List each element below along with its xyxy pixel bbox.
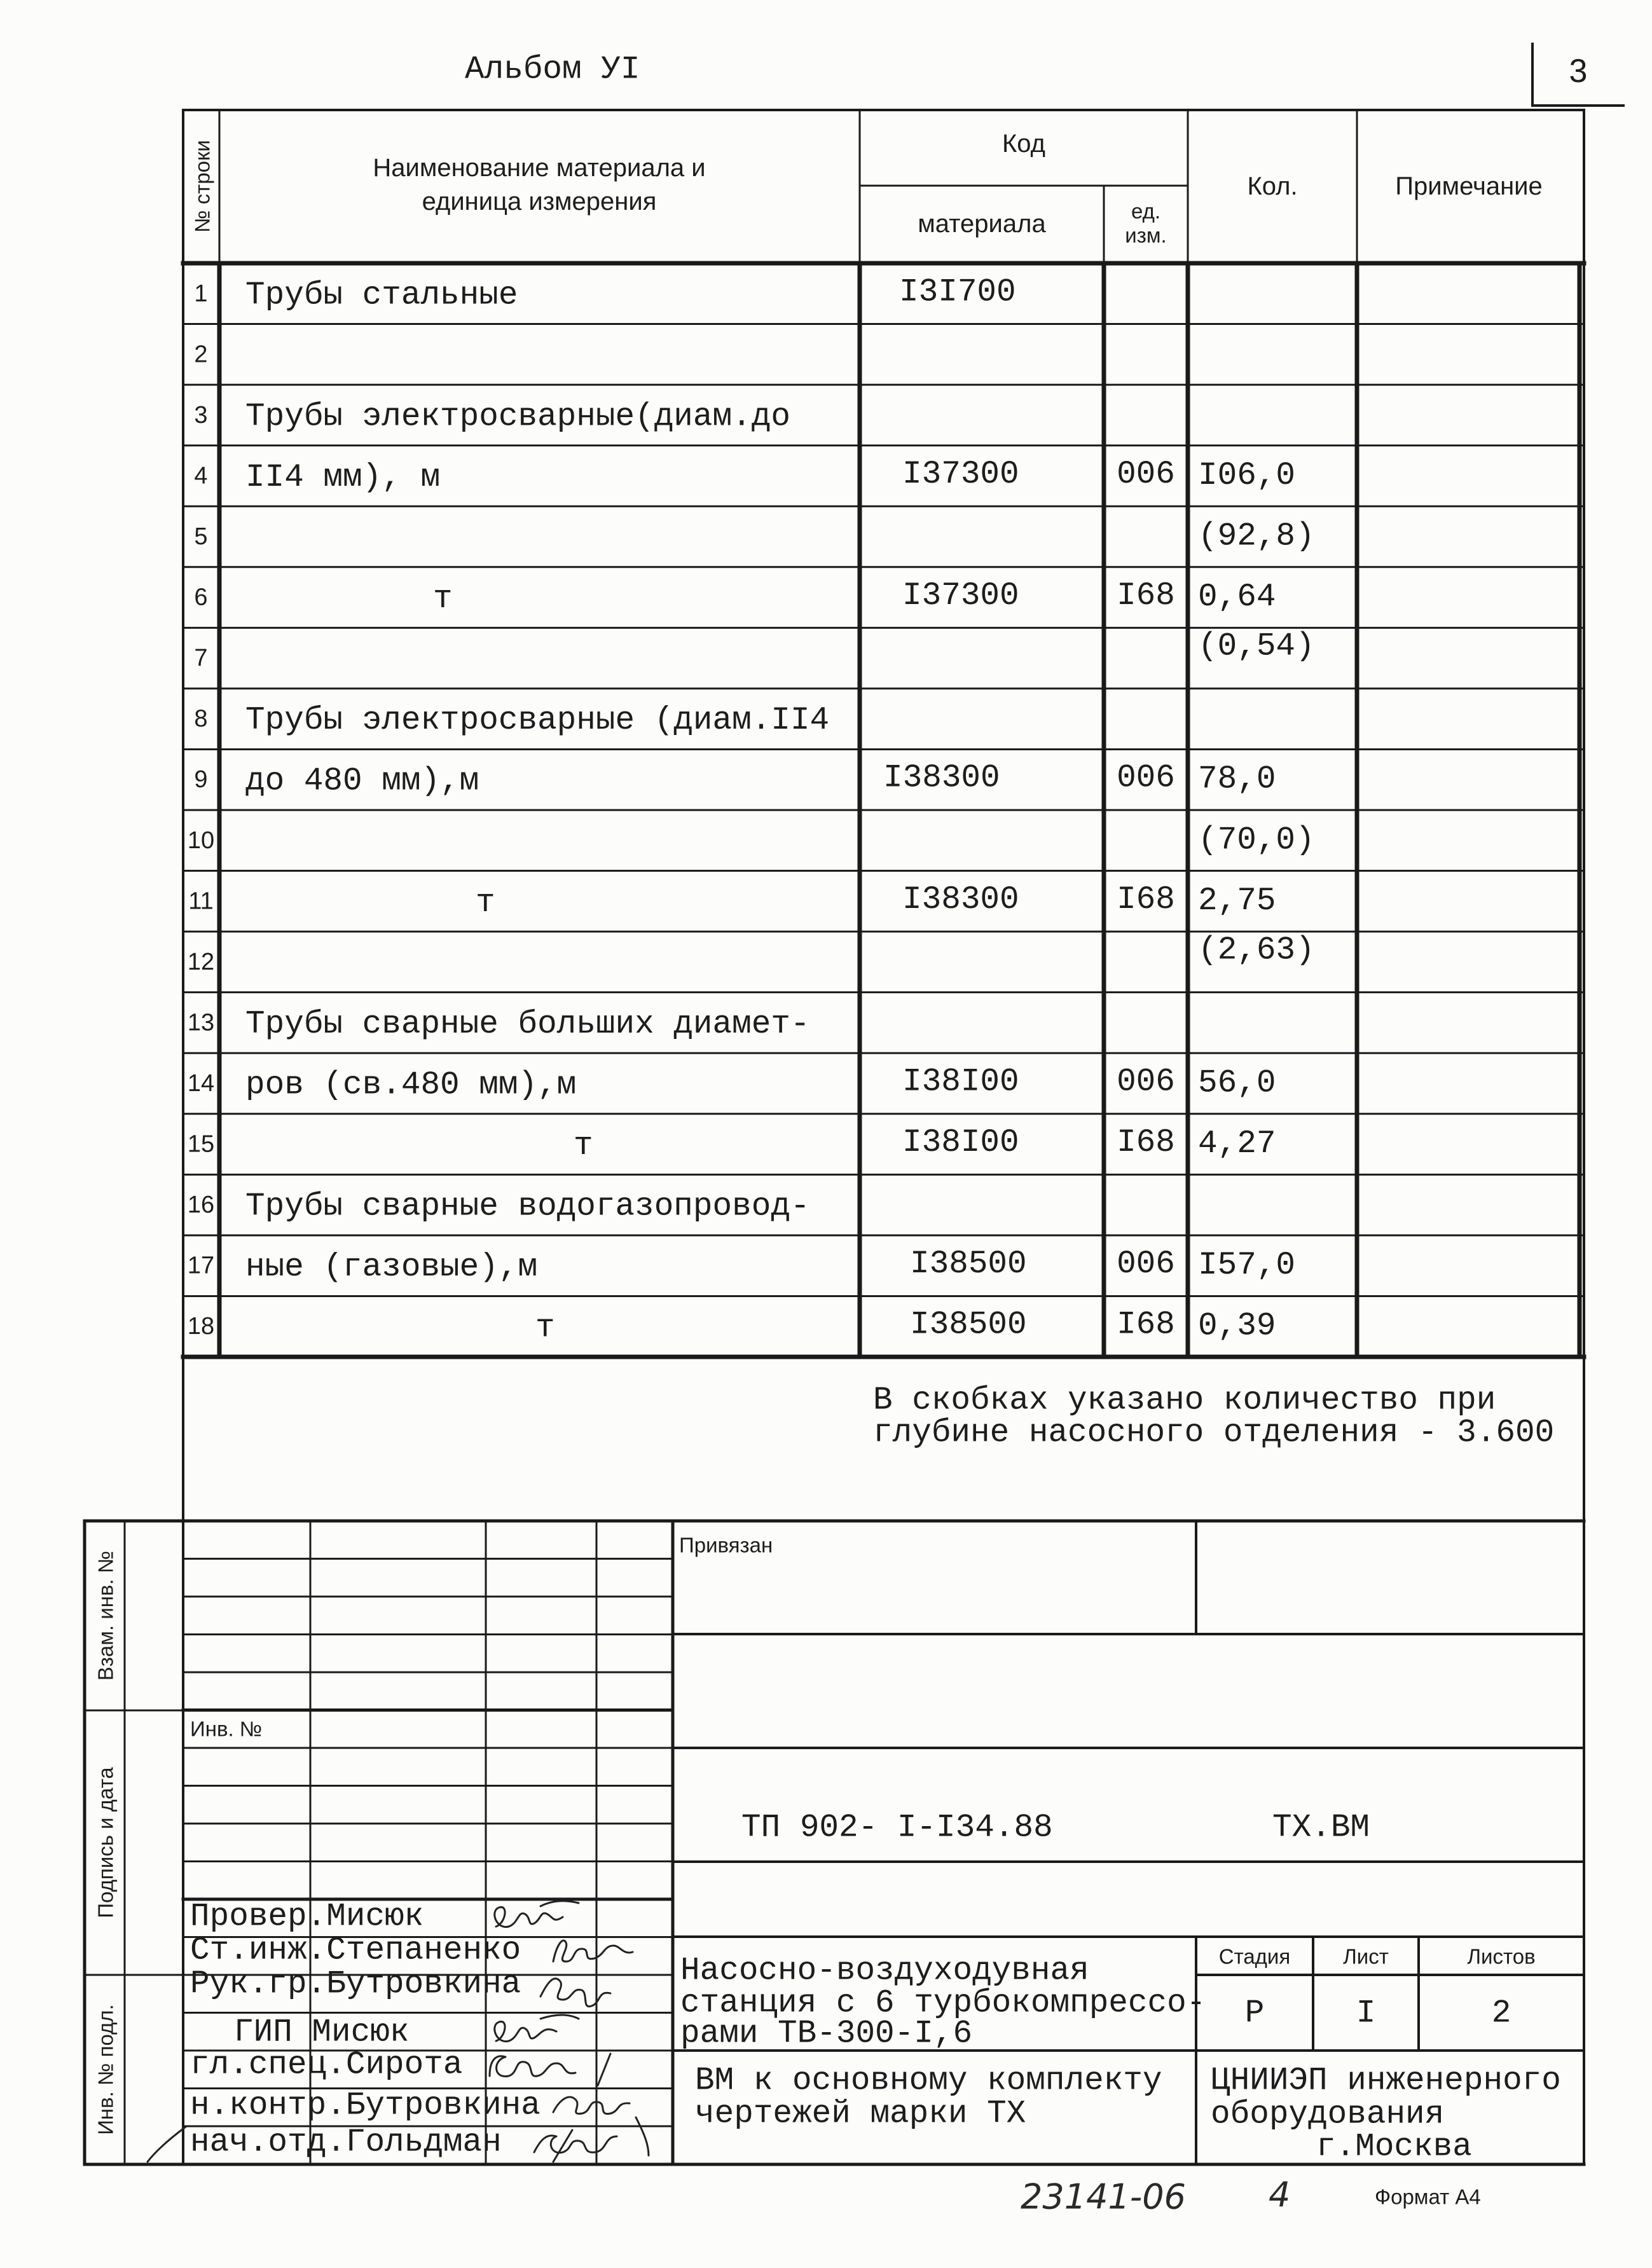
strip-label-replacement-inv: Взам. инв. №: [93, 1550, 118, 1681]
table-row: [194, 399, 790, 435]
material-code: I38I00: [902, 1125, 1019, 1162]
organization-line: оборудования: [1211, 2096, 1445, 2133]
unit-code: I68: [1117, 1307, 1175, 1344]
row-number: 12: [187, 948, 215, 975]
column-header-code-unit-2: изм.: [1125, 223, 1167, 247]
material-name: ные (газовые),м: [245, 1249, 538, 1286]
column-header-note: Примечание: [1395, 172, 1543, 200]
row-number: 18: [187, 1313, 215, 1340]
staff-chief-specialist: гл.спец.Сирота: [190, 2047, 463, 2084]
column-header-name-unit: единица измерения: [422, 188, 657, 216]
sheet-value: I: [1356, 1995, 1376, 2032]
table-row: [188, 1189, 810, 1225]
row-number: 10: [187, 827, 215, 854]
stage-value: Р: [1244, 1995, 1265, 2032]
table-row: [188, 1007, 810, 1043]
row-number: 11: [188, 888, 214, 915]
row-number: 13: [187, 1009, 215, 1036]
unit-code: 006: [1117, 1064, 1175, 1101]
sheets-value: 2: [1491, 1995, 1511, 2032]
material-name: т: [476, 884, 495, 921]
row-number: 4: [194, 462, 208, 490]
quantity: (0,54): [1198, 628, 1315, 665]
material-name: Трубы стальные: [245, 277, 518, 314]
staff-group-leader: Рук.гр.Бутровкина: [190, 1966, 521, 2003]
inventory-handwritten-number: 23141-06: [1021, 2176, 1186, 2217]
material-name: Трубы электросварные (диам.II4: [245, 703, 830, 739]
column-header-code-material: материала: [918, 210, 1046, 238]
material-name: до 480 мм),м: [245, 763, 479, 800]
unit-code: 006: [1117, 456, 1175, 493]
material-name: т: [574, 1128, 593, 1165]
row-number: 2: [194, 341, 208, 368]
organization-city: г.Москва: [1316, 2129, 1472, 2166]
unit-code: I68: [1117, 578, 1175, 615]
sheet-header: Лист: [1343, 1944, 1389, 1969]
album-title: Альбом УI: [465, 52, 640, 88]
organization-line: ЦНИИЭП инженерного: [1211, 2063, 1561, 2100]
unit-code: 006: [1117, 760, 1175, 797]
table-row: [194, 341, 207, 368]
row-number: 9: [194, 766, 208, 794]
material-name: т: [433, 581, 453, 618]
quantity: (92,8): [1198, 518, 1315, 555]
document-designation: ТП 902- I-I34.88: [741, 1810, 1053, 1846]
page-number: 3: [1569, 53, 1588, 90]
handwritten-sheet-mark: 4: [1269, 2175, 1291, 2215]
object-title-line: рами ТВ-300-I,6: [680, 2016, 973, 2052]
row-number: 3: [194, 401, 208, 429]
drawing-mark: ТХ.ВМ: [1272, 1810, 1370, 1846]
document-title-line: ВМ к основному комплекту: [695, 2063, 1162, 2100]
strip-label-signature-date: Подпись и дата: [93, 1767, 118, 1918]
material-code: I3I700: [899, 274, 1016, 311]
row-number: 5: [194, 523, 208, 550]
footnote: [873, 1383, 1554, 1452]
material-code: I38300: [902, 881, 1019, 918]
document-title-line: чертежей марки ТХ: [695, 2096, 1026, 2133]
quantity: 56,0: [1198, 1065, 1276, 1102]
column-header-quantity: Кол.: [1247, 172, 1298, 200]
object-title-line: станция с 6 турбокомпрессо-: [680, 1985, 1206, 2022]
staff-checker: Провер.Мисюк: [190, 1899, 424, 1935]
row-number: 17: [187, 1252, 215, 1279]
quantity: I57,0: [1198, 1247, 1296, 1284]
quantity: 4,27: [1198, 1126, 1276, 1163]
object-title-line: Насосно-воздуходувная: [680, 1953, 1089, 1990]
unit-code: I68: [1117, 881, 1175, 918]
paper-format: Формат А4: [1375, 2185, 1481, 2209]
linked-label: Привязан: [679, 1533, 773, 1557]
staff-senior-engineer: Ст.инж.Степаненко: [190, 1932, 521, 1969]
staff-chief-engineer: ГИП Мисюк: [234, 2014, 410, 2051]
quantity: I06,0: [1198, 457, 1296, 494]
stage-header: Стадия: [1218, 1944, 1291, 1969]
material-name: II4 мм), м: [245, 459, 441, 496]
column-header-name: Наименование материала и: [373, 154, 706, 182]
material-code: I38500: [910, 1246, 1027, 1283]
quantity: 2,75: [1198, 883, 1276, 919]
inventory-number-label: Инв. №: [190, 1717, 263, 1741]
material-code: I38300: [883, 760, 1000, 797]
material-name: Трубы электросварные(диам.до: [245, 399, 790, 436]
material-code: I37300: [902, 456, 1019, 493]
staff-department-head: нач.отд.Гольдман: [190, 2124, 502, 2161]
material-name: Трубы сварные больших диамет-: [245, 1006, 810, 1043]
material-code: I38500: [910, 1307, 1027, 1344]
row-number: 7: [194, 645, 208, 672]
footnote-line: глубине насосного отделения - 3.600: [873, 1415, 1555, 1452]
quantity: 0,64: [1198, 579, 1276, 616]
row-number: 16: [187, 1192, 215, 1219]
quantity: (70,0): [1198, 822, 1315, 859]
row-number: 1: [194, 280, 208, 307]
material-name: ров (св.480 мм),м: [245, 1067, 577, 1104]
quantity: 0,39: [1198, 1308, 1276, 1345]
column-header-code: Код: [1002, 130, 1046, 158]
row-number: 8: [194, 705, 208, 732]
column-header-row-number: № строки: [190, 140, 214, 233]
material-name: т: [535, 1310, 555, 1347]
sheets-header: Листов: [1467, 1944, 1536, 1969]
row-number: 15: [187, 1131, 215, 1158]
column-header-code-unit: ед.: [1131, 199, 1161, 223]
side-strip: [94, 1551, 118, 2135]
unit-code: 006: [1117, 1246, 1175, 1283]
unit-code: I68: [1117, 1125, 1175, 1162]
footnote-line: В скобках указано количество при: [873, 1382, 1496, 1419]
quantity: 78,0: [1198, 761, 1276, 798]
staff-norm-control: н.контр.Бутровкина: [190, 2087, 540, 2124]
material-code: I38I00: [902, 1064, 1019, 1101]
strip-label-original-inv: Инв. № подл.: [93, 2004, 118, 2135]
material-code: I37300: [902, 578, 1019, 615]
row-number: 6: [194, 584, 208, 611]
material-name: Трубы сварные водогазопровод-: [245, 1188, 810, 1225]
row-number: 14: [187, 1070, 215, 1097]
quantity: (2,63): [1198, 932, 1315, 969]
table-row: [194, 703, 829, 739]
